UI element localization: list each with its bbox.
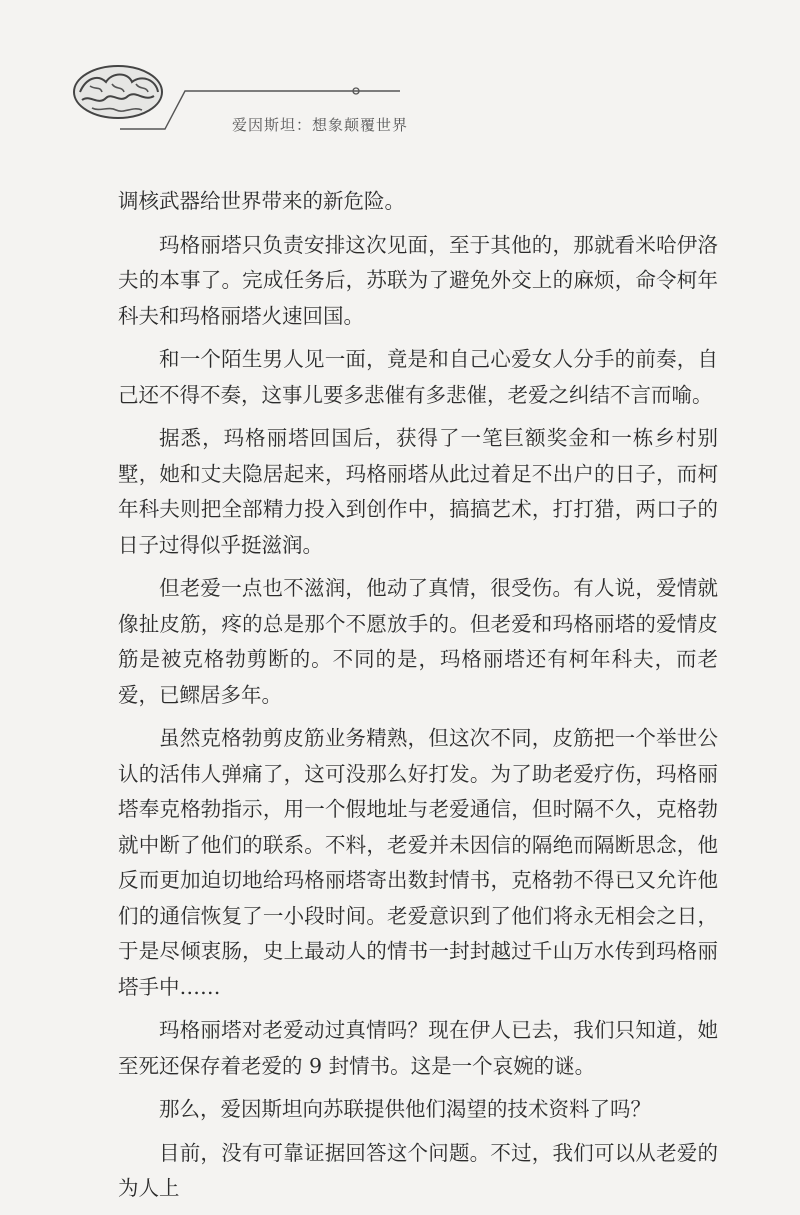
- header-title: 爱因斯坦：想象颠覆世界: [232, 116, 409, 134]
- paragraph: 目前，没有可靠证据回答这个问题。不过，我们可以从老爱的为人上: [118, 1140, 718, 1200]
- paragraph: 玛格丽塔只负责安排这次见面，至于其他的，那就看米哈伊洛夫的本事了。完成任务后，苏联为了避免外交上的麻烦，命令柯年科夫和玛格丽塔火速回国。: [118, 232, 718, 328]
- paragraph: 玛格丽塔对老爱动过真情吗？现在伊人已去，我们只知道，她至死还保存着老爱的 9 封情书。这是一个哀婉的谜。: [118, 1018, 718, 1078]
- paragraph: 但老爱一点也不滋润，他动了真情，很受伤。有人说，爱情就像扯皮筋，疼的总是那个不愿放手的。但老爱和玛格丽塔的爱情皮筋是被克格勃剪断的。不同的是，玛格丽塔还有柯年科夫，而老爱，已鳏居多年。: [118, 576, 718, 707]
- body-text: [118, 184, 718, 1215]
- paragraph: 据悉，玛格丽塔回国后，获得了一笔巨额奖金和一栋乡村别墅，她和丈夫隐居起来，玛格丽塔从此过着足不出户的日子，而柯年科夫则把全部精力投入到创作中，搞搞艺术，打打猎，两口子的日子过得似乎挺滋润。: [118, 426, 718, 557]
- paragraph: 和一个陌生男人见一面，竟是和自己心爱女人分手的前奏，自己还不得不奏，这事儿要多悲催有多悲催，老爱之纠结不言而喻。: [118, 347, 718, 407]
- paragraph: 那么，爱因斯坦向苏联提供他们渴望的技术资料了吗？: [159, 1097, 651, 1121]
- paragraph: 虽然克格勃剪皮筋业务精熟，但这次不同，皮筋把一个举世公认的活伟人弹痛了，这可没那么好打发。为了助老爱疗伤，玛格丽塔奉克格勃指示，用一个假地址与老爱通信，但时隔不久，克格勃就中断了他们的联系。不料，老爱并未因信的隔绝而隔断思念，他反而更加迫切地给玛格丽塔寄出数封情书，克格勃不得已又允许他们的通信恢复了一小段时间。老爱意识到了他们将永无相会之日，于是尽倾衷肠，史上最动人的情书一封封越过千山万水传到玛格丽塔手中……: [118, 726, 718, 999]
- running-header: [60, 48, 409, 134]
- paragraph: 调核武器给世界带来的新危险。: [118, 189, 405, 213]
- brain-icon: [72, 64, 164, 120]
